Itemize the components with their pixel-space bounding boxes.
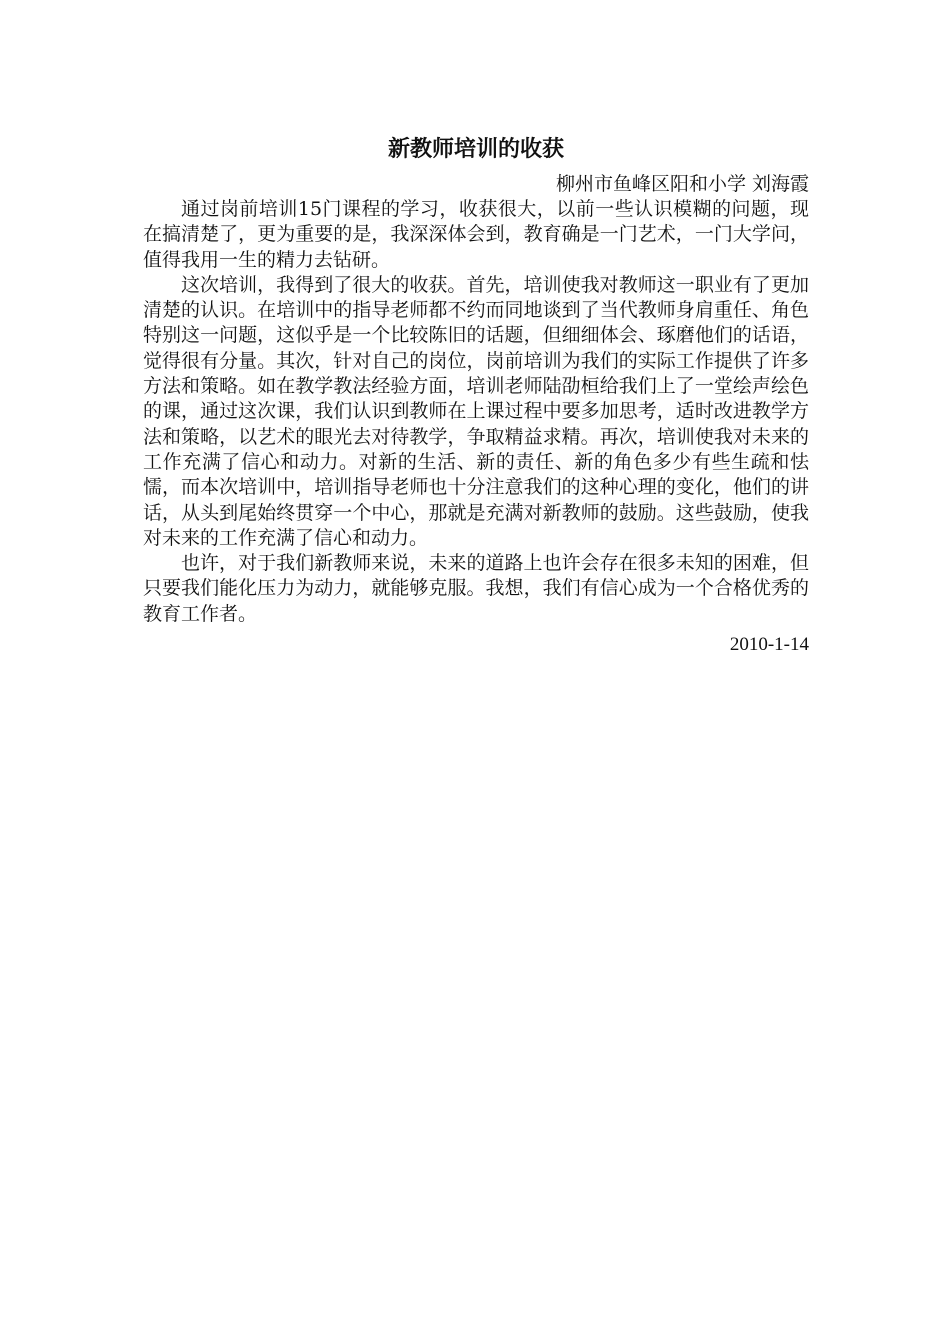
document-date: 2010-1-14 <box>729 634 809 656</box>
document-title: 新教师培训的收获 <box>387 136 564 162</box>
paragraph-2: 这次培训，我得到了很大的收获。首先，培训使我对教师这一职业有了更加清楚的认识。在培训中的指导老师都不约而同地谈到了当代教师身肩重任、角色特别这一问题，这似乎是一个比较陈旧的话题，但细细体会、琢磨他们的话语，觉得很有分量。其次，针对自己的岗位，岗前培训为我们的实际工作提供了许多方法和策略。如在教学教法经验方面，培训老师陆劭桓给我们上了一堂绘声绘色的课，通过这次课，我们认识到教师在上课过程中要多加思考，适时改进教学方法和策略，以艺术的眼光去对待教学，争取精益求精。再次，培训使我对未来的工作充满了信心和动力。对新的生活、新的责任、新的角色多少有些生疏和怯懦，而本次培训中，培训指导老师也十分注意我们的这种心理的变化，他们的讲话，从头到尾始终贯穿一个中心，那就是充满对新教师的鼓励。这些鼓励，使我对未来的工作充满了信心和动力。 <box>143 273 809 549</box>
document-body <box>143 132 809 658</box>
paragraph-1: 通过岗前培训15门课程的学习，收获很大，以前一些认识模糊的问题，现在搞清楚了，更为重要的是，我深深体会到，教育确是一门艺术，一门大学问，值得我用一生的精力去钻研。 <box>143 198 809 271</box>
author-line: 柳州市鱼峰区阳和小学 刘海霞 <box>555 173 809 195</box>
paragraph-3: 也许，对于我们新教师来说，未来的道路上也许会存在很多未知的困难，但只要我们能化压力为动力，就能够克服。我想，我们有信心成为一个合格优秀的教育工作者。 <box>143 552 809 625</box>
